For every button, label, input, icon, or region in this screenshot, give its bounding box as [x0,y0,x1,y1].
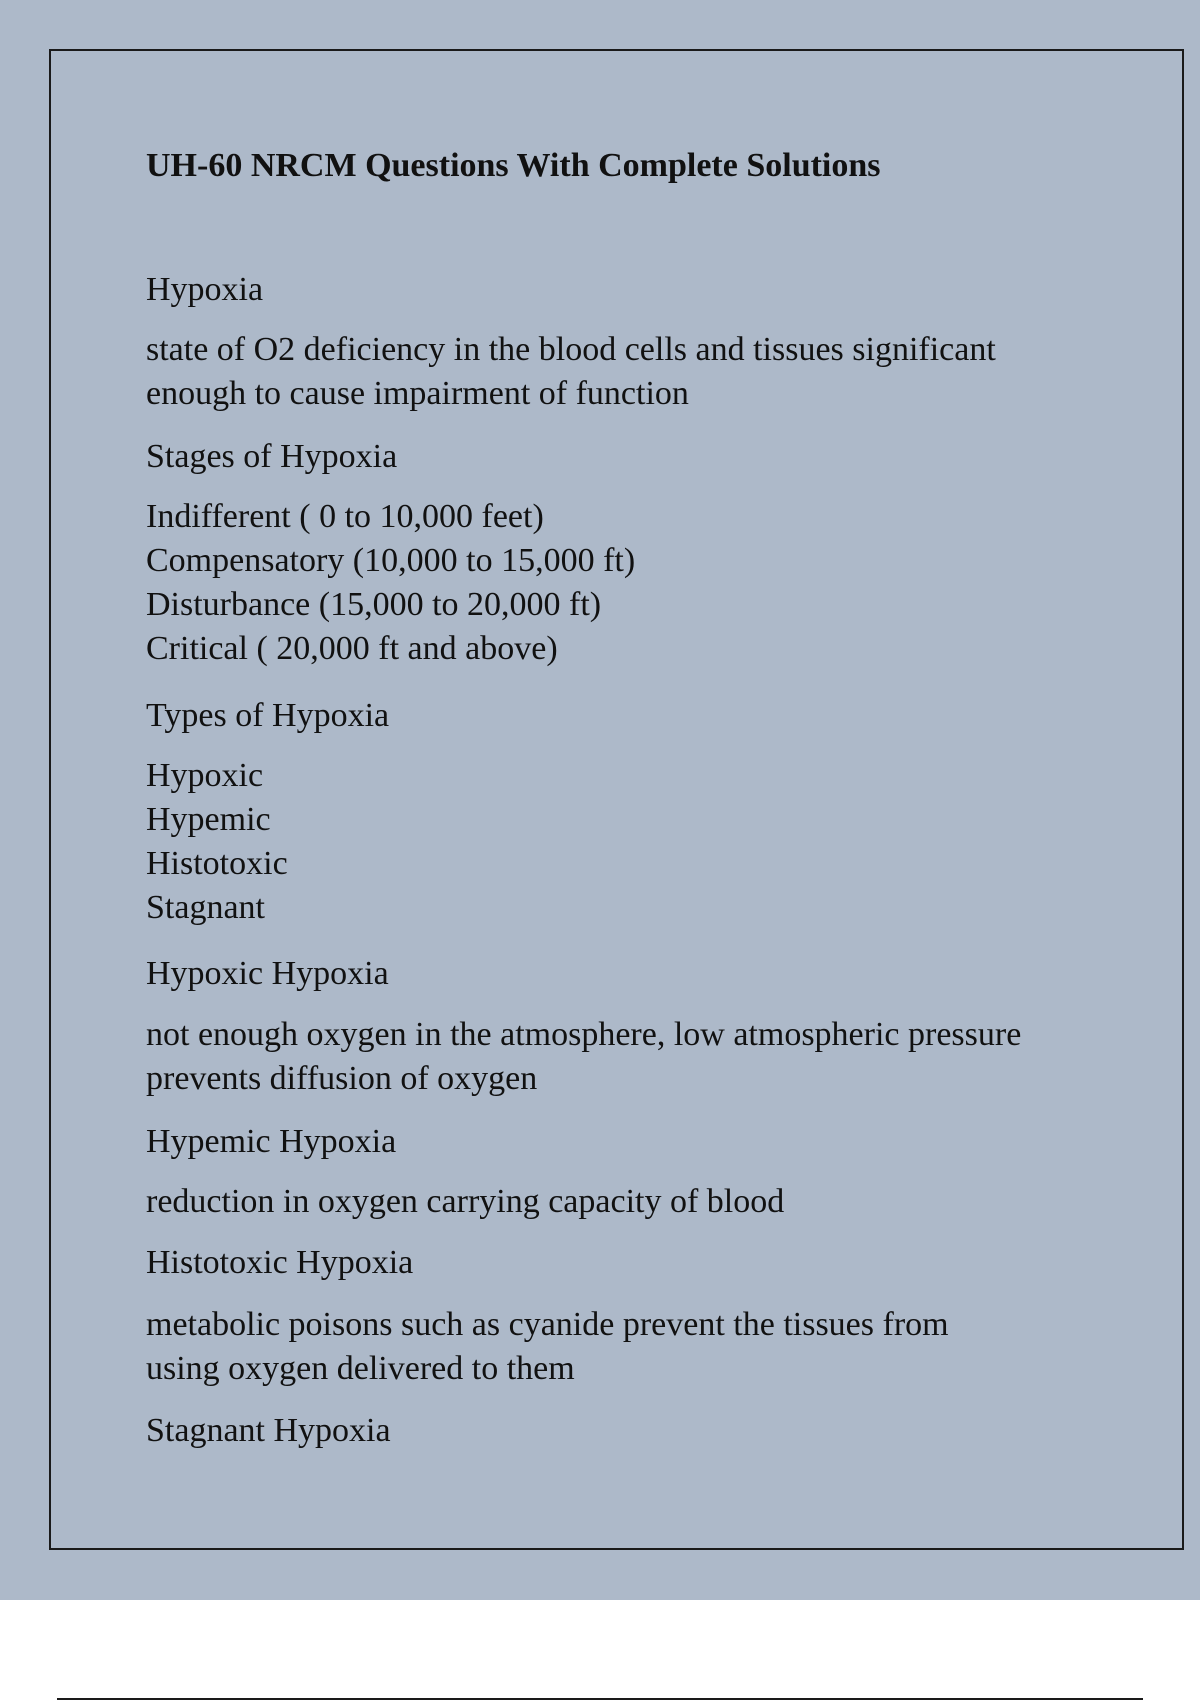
definition-line: Histotoxic [146,845,288,882]
term [146,268,263,312]
definition-line: Hypemic [146,801,271,838]
definition [146,1180,784,1224]
definition-line: enough to cause impairment of function [146,375,689,412]
definition-line: Stagnant [146,889,265,926]
definition-line: not enough oxygen in the atmosphere, low atmospheric pressure [146,1016,1022,1053]
term [146,952,389,996]
term [146,694,389,738]
term-line: Hypemic Hypoxia [146,1123,397,1160]
term [146,1241,413,1285]
term [146,1120,396,1164]
term [146,435,397,479]
term-line: Hypoxia [146,271,264,308]
definition-line: reduction in oxygen carrying capacity of blood [146,1183,785,1220]
term-line: Stages of Hypoxia [146,438,398,475]
document-title: UH-60 NRCM Questions With Complete Solutions [146,147,881,184]
definition [146,754,288,930]
definition-line: using oxygen delivered to them [146,1350,575,1387]
term [146,1409,391,1453]
definition [146,495,635,671]
term-line: Stagnant Hypoxia [146,1412,391,1449]
definition-line: Hypoxic [146,757,264,794]
definition [146,1013,1021,1101]
term-line: Types of Hypoxia [146,697,390,734]
definition-line: prevents diffusion of oxygen [146,1060,538,1097]
term-line: Histotoxic Hypoxia [146,1244,414,1281]
definition [146,1303,949,1391]
definition-line: Critical ( 20,000 ft and above) [146,630,558,667]
definition-line: state of O2 deficiency in the blood cells and tissues significant [146,331,996,368]
term-line: Hypoxic Hypoxia [146,955,389,992]
definition-line: Indifferent ( 0 to 10,000 feet) [146,498,544,535]
definition-line: Disturbance (15,000 to 20,000 ft) [146,586,602,623]
definition [146,328,996,416]
definition-line: Compensatory (10,000 to 15,000 ft) [146,542,636,579]
definition-line: metabolic poisons such as cyanide prevent the tissues from [146,1306,949,1343]
